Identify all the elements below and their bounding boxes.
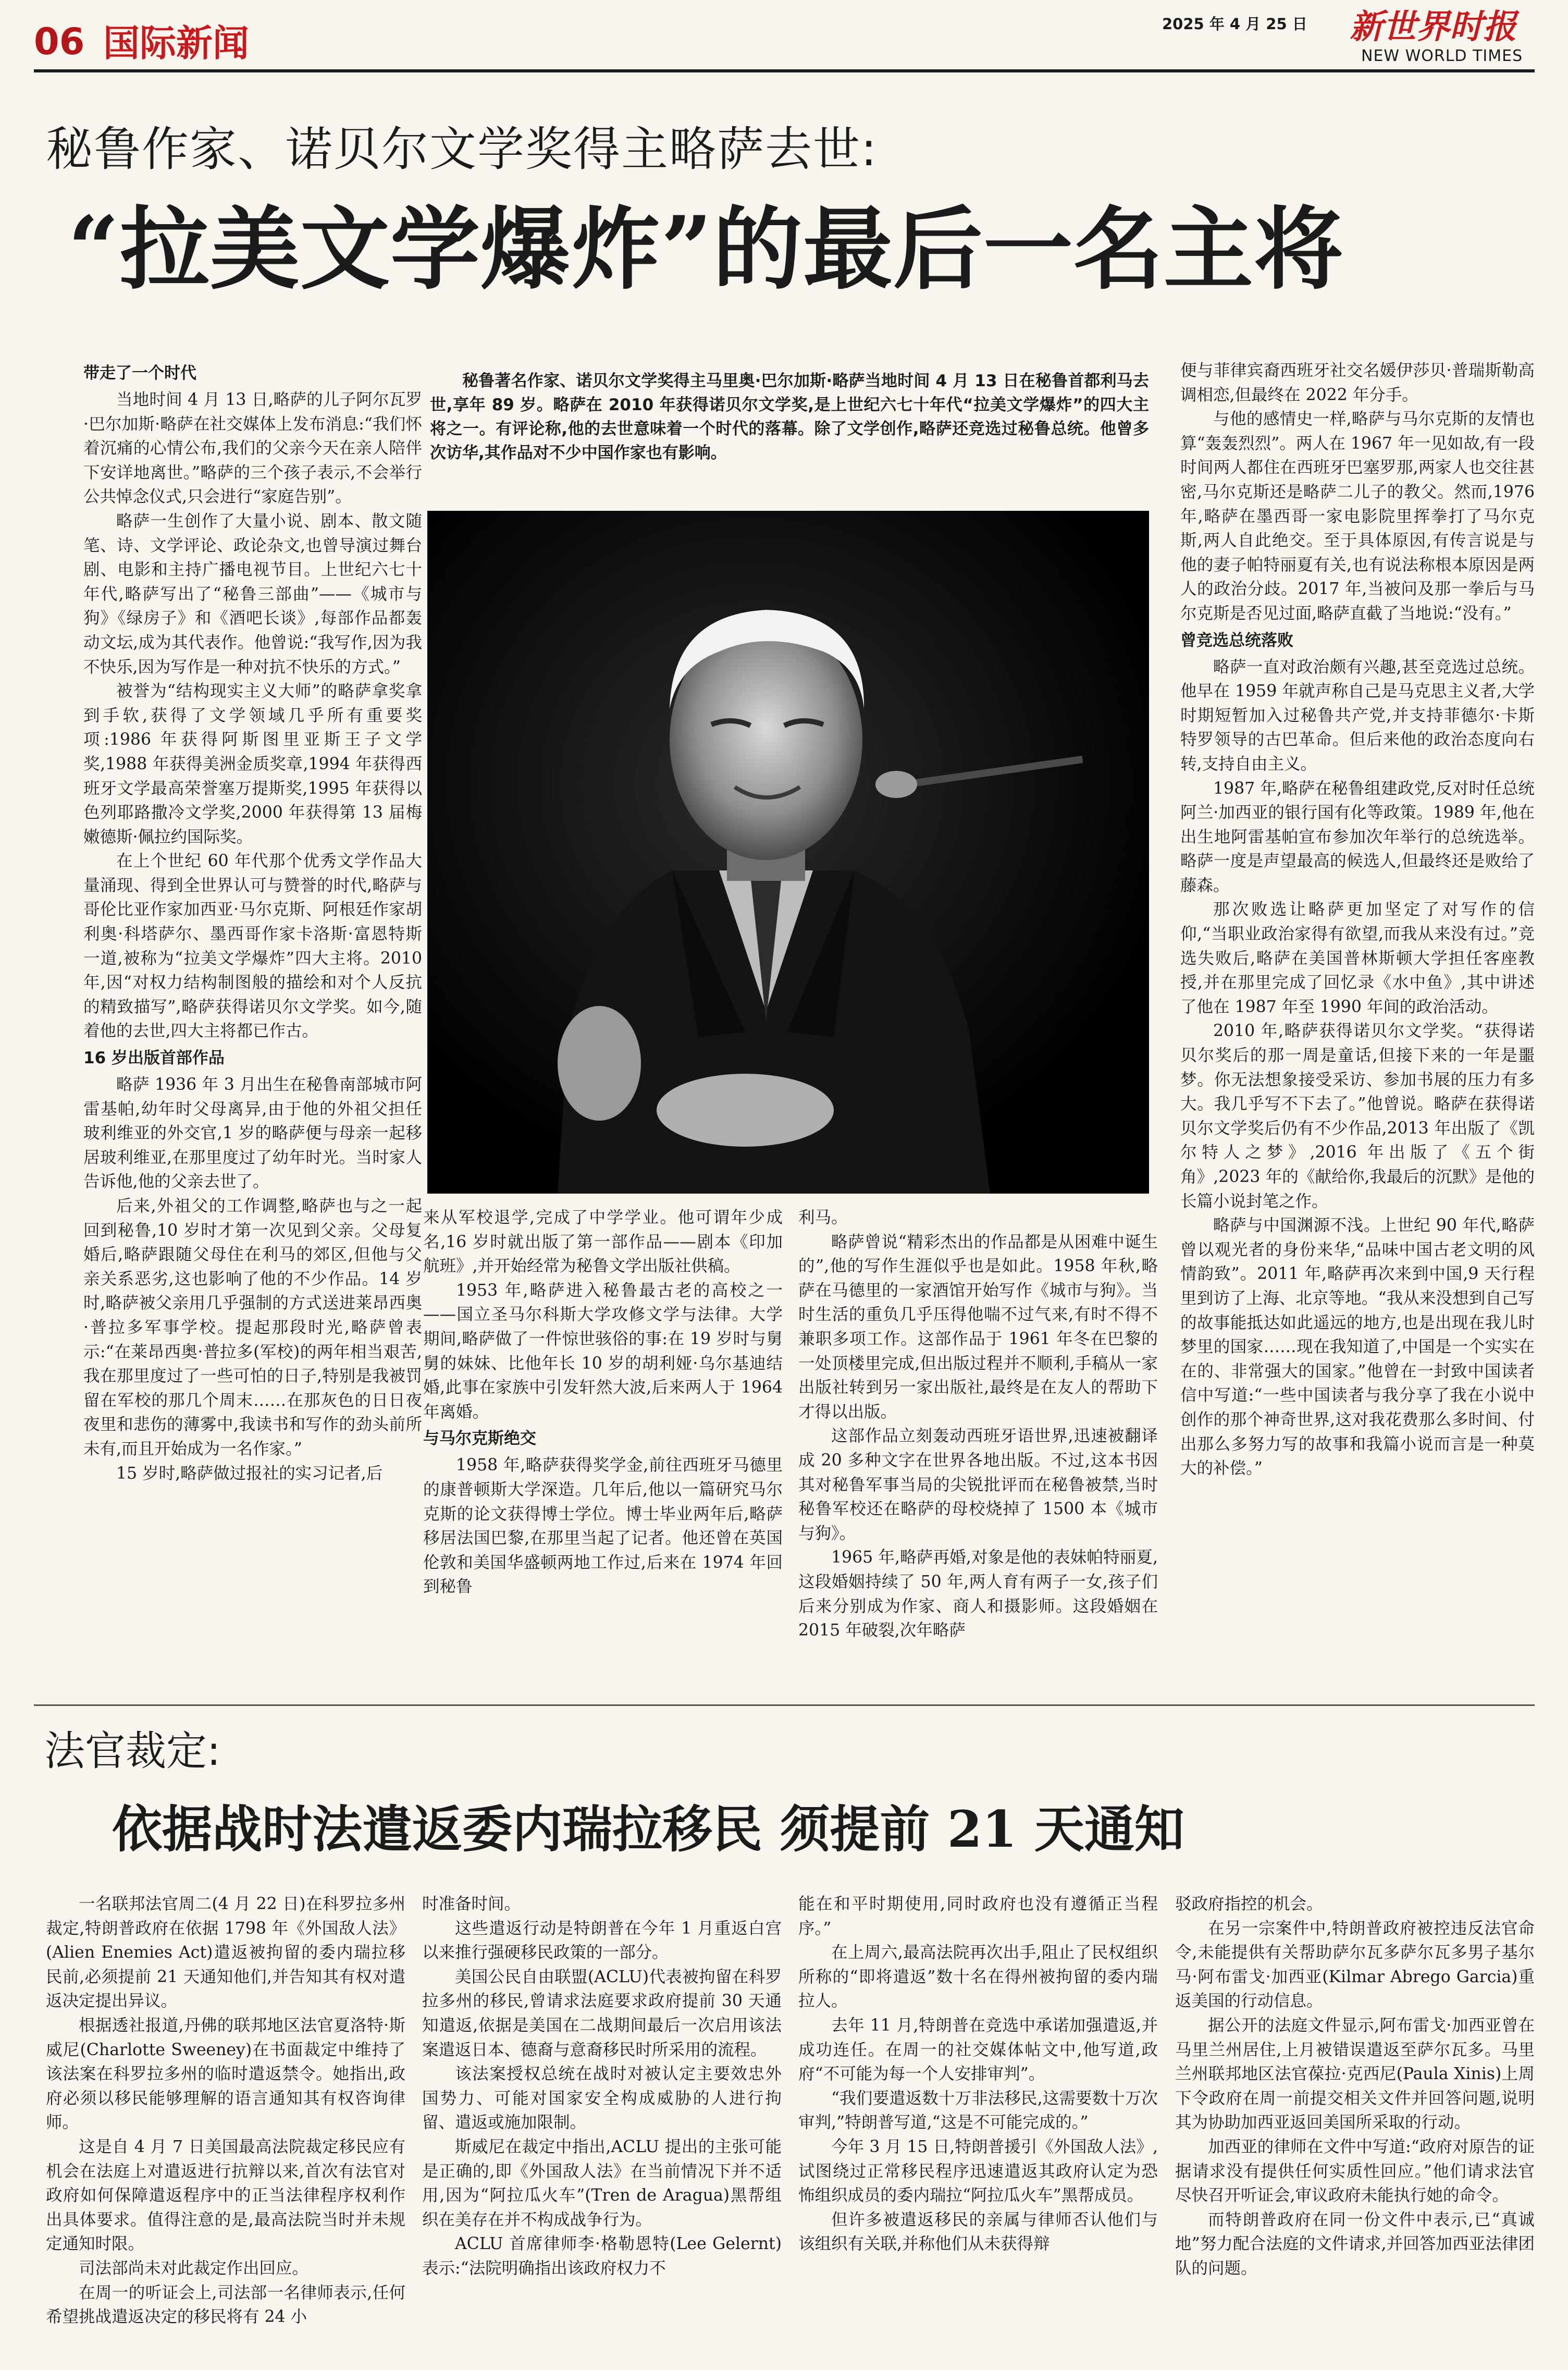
paragraph: 去年 11 月,特朗普在竞选中承诺加强遣返,并成功连任。在周一的社交媒体帖文中,他写道,政府“不可能为每一个人安排审判”。 xyxy=(798,2016,1158,2084)
paragraph: 能在和平时期使用,同时政府也没有遵循正当程序。” xyxy=(798,1895,1158,1938)
paragraph: 2010 年,略萨获得诺贝尔文学奖。“获得诺贝尔奖后的那一周是童话,但接下来的一年是噩梦。你无法想象接受采访、参加书展的压力有多大。我几乎写不下去了。”他曾说。略萨在获得诺贝尔文学奖后仍有不少作品,2013 年出版了《凯尔特人之梦》,2016 年出版了《五个街角》,2023 年的《献给你,我最后的沉默》是他的长篇小说封笔之作。 xyxy=(1180,1022,1535,1211)
paragraph: 当地时间 4 月 13 日,略萨的儿子阿尔瓦罗·巴尔加斯·略萨在社交媒体上发布消息:“我们怀着沉痛的心情公布,我们的父亲今天在亲人陪伴下安详地离世。”略萨的三个孩子表示,不会举行公共悼念仪式,只会进行“家庭告别”。 xyxy=(83,390,422,507)
paragraph: 该法案授权总统在战时对被认定主要效忠外国势力、可能对国家安全构成威胁的人进行拘留、遣返或施加限制。 xyxy=(422,2065,782,2132)
paragraph: 1965 年,略萨再婚,对象是他的表妹帕特丽夏,这段婚姻持续了 50 年,两人育有两子一女,孩子们后来分别成为作家、商人和摄影师。这段婚姻在 2015 年破裂,次年略萨 xyxy=(798,1548,1158,1640)
article1-lead xyxy=(430,369,1149,465)
subhead: 带走了一个时代 xyxy=(83,364,196,383)
article1-title: “拉美文学爆炸”的最后一名主将 xyxy=(68,196,1344,302)
article2-kicker: 法官裁定: xyxy=(44,1728,221,1775)
article2-column-4 xyxy=(1175,1892,1535,2281)
paragraph: 后来,外祖父的工作调整,略萨也与之一起回到秘鲁,10 岁时才第一次见到父亲。父母复婚后,略萨跟随父母住在利马的郊区,但他与父亲关系恶劣,这也影响了他的不少作品。14 岁时,略萨被父亲用几乎强制的方式送进莱昂西奥·普拉多军事学校。提起那段时光,略萨曾表示:“在莱昂西奥·普拉多(军校)的两年相当艰苦,我在那里度过了一些可怕的日子,特别是我被罚留在军校的那几个周末……在那灰色的日日夜夜里和悲伤的薄雾中,我读书和写作的劲头前所未有,而且开始成为一名作家。” xyxy=(83,1197,422,1458)
paragraph: 据公开的法庭文件显示,阿布雷戈·加西亚曾在马里兰州居住,上月被错误遣返至萨尔瓦多。马里兰州联邦地区法官葆拉·克西尼(Paula Xinis)上周下令政府在周一前提交相关文件并回答问题,说明其为协助加西亚返回美国所采取的行动。 xyxy=(1175,2016,1535,2132)
paragraph: 一名联邦法官周二(4 月 22 日)在科罗拉多州裁定,特朗普政府在依据 1798 年《外国敌人法》(Alien Enemies Act)遣返被拘留的委内瑞拉移民前,必须提前 21 天通知他们,并告知其有权对遣返决定提出异议。 xyxy=(46,1895,405,2011)
paragraph: 1953 年,略萨进入秘鲁最古老的高校之一——国立圣马尔科斯大学攻修文学与法律。大学期间,略萨做了一件惊世骇俗的事:在 19 岁时与舅舅的妹妹、比他年长 10 岁的胡利娅·乌尔基迪结婚,此事在家族中引发轩然大波,后来两人于 1964 年离婚。 xyxy=(423,1281,783,1421)
article1-column-4 xyxy=(1180,359,1535,1481)
paragraph: 略萨一生创作了大量小说、剧本、散文随笔、诗、文学评论、政论杂文,也曾导演过舞台剧、电影和主持广播电视节目。上世纪六七十年代,略萨写出了“秘鲁三部曲”——《城市与狗》《绿房子》和《酒吧长谈》,每部作品都轰动文坛,成为其代表作。他曾说:“我写作,因为我不快乐,因为写作是一种对抗不快乐的方式。” xyxy=(83,511,422,677)
paragraph: 这是自 4 月 7 日美国最高法院裁定移民应有机会在法庭上对遣返进行抗辩以来,首次有法官对政府如何保障遣返程序中的正当法律程序权利作出具体要求。值得注意的是,最高法院当时并未规定通知时限。 xyxy=(46,2137,405,2254)
article2-column-2 xyxy=(422,1892,782,2281)
paragraph: 略萨曾说“精彩杰出的作品都是从困难中诞生的”,他的写作生涯似乎也是如此。1958 年秋,略萨在马德里的一家酒馆开始写作《城市与狗》。当时生活的重负几乎压得他喘不过气来,有时不得不兼职多项工作。这部作品于 1961 年冬在巴黎的一处顶楼里完成,但出版过程并不顺利,手稿从一家出版社转到另一家出版社,最终是在友人的帮助下才得以出版。 xyxy=(798,1232,1158,1421)
paragraph: 这部作品立刻轰动西班牙语世界,迅速被翻译成 20 多种文字在世界各地出版。不过,这本书因其对秘鲁军事当局的尖锐批评而在秘鲁被禁,当时秘鲁军校还在略萨的母校烧掉了 1500 本《城市与狗》。 xyxy=(798,1427,1158,1543)
paragraph: 略萨与中国渊源不浅。上世纪 90 年代,略萨曾以观光者的身份来华,“品味中国古老文明的风情韵致”。2011 年,略萨再次来到中国,9 天行程里到访了上海、北京等地。“我从来没想到自己写的故事能抵达如此遥远的地方,也是出现在我儿时梦里的国家……现在我知道了,中国是一个实实在在的、非常强大的国家。”他曾在一封致中国读者信中写道:“一些中国读者与我分享了我在小说中创作的那个神奇世界,这对我花费那么多时间、付出那么多努力写的故事和我篇小说而言是一种莫大的补偿。” xyxy=(1180,1216,1535,1478)
paragraph: 来从军校退学,完成了中学学业。他可谓年少成名,16 岁时就出版了第一部作品——剧本《印加航班》,并开始经常为秘鲁文学出版社供稿。 xyxy=(423,1208,783,1276)
paragraph: 今年 3 月 15 日,特朗普援引《外国敌人法》,试图绕过正常移民程序迅速遣返其政府认定为恐怖组织成员的委内瑞拉“阿拉瓜火车”黑帮成员。 xyxy=(798,2137,1158,2205)
paragraph: 在周一的听证会上,司法部一名律师表示,任何希望挑战遣返决定的移民将有 24 小 xyxy=(46,2283,405,2327)
subhead: 与马尔克斯绝交 xyxy=(423,1429,536,1448)
paragraph: 但许多被遣返移民的亲属与律师否认他们与该组织有关联,并称他们从未获得辩 xyxy=(798,2210,1158,2254)
section-title: 国际新闻 xyxy=(103,22,249,65)
article2-title: 依据战时法遣返委内瑞拉移民 须提前 21 天通知 xyxy=(112,1800,1184,1859)
paragraph: 略萨一直对政治颇有兴趣,甚至竞选过总统。他早在 1959 年就声称自己是马克思主义者,大学时期短暂加入过秘鲁共产党,并支持菲德尔·卡斯特罗领导的古巴革命。但后来他的政治态度向右转,支持自由主义。 xyxy=(1180,657,1535,773)
paragraph: 15 岁时,略萨做过报社的实习记者,后 xyxy=(116,1464,383,1483)
paragraph: 驳政府指控的机会。 xyxy=(1175,1895,1323,1913)
lead-paragraph: 秘鲁著名作家、诺贝尔文学奖得主马里奥·巴尔加斯·略萨当地时间 4 月 13 日在秘鲁首都利马去世,享年 89 岁。略萨在 2010 年获得诺贝尔文学奖,是上世纪六七十年代“拉美文学爆炸”的四大主将之一。有评论称,他的去世意味着一个时代的落幕。除了文学创作,略萨还竞选过秘鲁总统。他曾多次访华,其作品对不少中国作家也有影响。 xyxy=(430,372,1149,462)
paragraph: 1987 年,略萨在秘鲁组建政党,反对时任总统阿兰·加西亚的银行国有化等政策。1989 年,他在出生地阿雷基帕宣布参加次年举行的总统选举。略萨一度是声望最高的候选人,但最终还是败给了藤森。 xyxy=(1180,779,1535,895)
paragraph: 这些遣返行动是特朗普在今年 1 月重返白宫以来推行强硬移民政策的一部分。 xyxy=(422,1919,782,1962)
paragraph: 1958 年,略萨获得奖学金,前往西班牙马德里的康普顿斯大学深造。几年后,他以一篇研究马尔克斯的论文获得博士学位。博士毕业两年后,略萨移居法国巴黎,在那里当起了记者。他还曾在英国伦敦和美国华盛顿两地工作过,后来在 1974 年回到秘鲁 xyxy=(423,1456,783,1597)
article1-column-2 xyxy=(423,1206,783,1599)
subhead: 曾竞选总统落败 xyxy=(1180,631,1293,650)
subhead: 16 岁出版首部作品 xyxy=(83,1049,225,1068)
paper-logo: 新世界时报 xyxy=(1350,7,1516,46)
paragraph: 斯威尼在裁定中指出,ACLU 提出的主张可能是正确的,即《外国敌人法》在当前情况下并不适用,因为“阿拉瓜火车”(Tren de Aragua)黑帮组织在美存在并不构成战争行为。 xyxy=(422,2137,782,2229)
paragraph: 在另一宗案件中,特朗普政府被控违反法官命令,未能提供有关帮助萨尔瓦多萨尔瓦多男子基尔马·阿布雷戈·加西亚(Kilmar Abrego Garcia)重返美国的行动信息。 xyxy=(1175,1919,1535,2011)
article2-column-3 xyxy=(798,1892,1158,2256)
article2-column-1 xyxy=(46,1892,405,2329)
paragraph: 加西亚的律师在文件中写道:“政府对原告的证据请求没有提供任何实质性回应。”他们请求法官尽快召开听证会,审议政府未能执行她的命令。 xyxy=(1175,2137,1535,2205)
paragraph: 与他的感情史一样,略萨与马尔克斯的友情也算“轰轰烈烈”。两人在 1967 年一见如故,有一段时间两人都住在西班牙巴塞罗那,两家人也交往甚密,马尔克斯还是略萨二儿子的教父。然而,1976 年,略萨在墨西哥一家电影院里挥拳打了马尔克斯,两人自此绝交。至于具体原因,有传言说是与他的妻子帕特丽夏有关,也有说法称根本原因是两人的政治分歧。2017 年,当被问及那一拳后与马尔克斯是否见过面,略萨直截了当地说:“没有。” xyxy=(1180,410,1535,623)
portrait-photo xyxy=(427,511,1149,1194)
paragraph: 时准备时间。 xyxy=(422,1895,521,1913)
paragraph: 根据透社报道,丹佛的联邦地区法官夏洛特·斯威尼(Charlotte Sweeney)在书面裁定中维持了该法案在科罗拉多州的临时遣返禁令。她指出,政府必须以移民能够理解的语言通知其有权咨询律师。 xyxy=(46,2016,405,2132)
article1-column-1 xyxy=(83,359,422,1485)
paragraph: 那次败选让略萨更加坚定了对写作的信仰,“当职业政治家得有欲望,而我从来没有过。”竞选失败后,略萨在美国普林斯顿大学担任客座教授,并在那里完成了回忆录《水中鱼》,其中讲述了他在 1987 年至 1990 年间的政治活动。 xyxy=(1180,900,1535,1016)
paragraph: 在上个世纪 60 年代那个优秀文学作品大量涌现、得到全世界认可与赞誉的时代,略萨与哥伦比亚作家加西亚·马尔克斯、阿根廷作家胡利奥·科塔萨尔、墨西哥作家卡洛斯·富恩特斯一道,被称为“拉美文学爆炸”四大主将。2010 年,因“对权力结构制图般的描绘和对个人反抗的精致描写”,略萨获得诺贝尔文学奖。如今,随着他的去世,四大主将都已作古。 xyxy=(83,852,422,1041)
article1-column-3 xyxy=(798,1206,1158,1643)
paragraph: “我们要遣返数十万非法移民,这需要数十万次审判,”特朗普写道,“这是不可能完成的。” xyxy=(798,2089,1158,2132)
section-divider xyxy=(34,1704,1535,1706)
page-number: 06 xyxy=(34,20,85,63)
paragraph: 利马。 xyxy=(798,1208,848,1227)
paragraph: 便与菲律宾裔西班牙社交名媛伊莎贝·普瑞斯勒高调相恋,但最终在 2022 年分手。 xyxy=(1180,361,1535,404)
paper-logo-en: NEW WORLD TIMES xyxy=(1361,47,1523,65)
article1-kicker: 秘鲁作家、诺贝尔文学奖得主略萨去世: xyxy=(46,122,878,177)
header-rule xyxy=(34,69,1535,72)
paragraph: 在上周六,最高法院再次出手,阻止了民权组织所称的“即将遣返”数十名在得州被拘留的委内瑞拉人。 xyxy=(798,1943,1158,2011)
paragraph: 司法部尚未对此裁定作出回应。 xyxy=(79,2258,309,2278)
paragraph: 被誉为“结构现实主义大师”的略萨拿奖拿到手软,获得了文学领域几乎所有重要奖项:1986 年获得阿斯图里亚斯王子文学奖,1988 年获得美洲金质奖章,1994 年获得西班牙文学最高荣誉塞万提斯奖,1995 年获得以色列耶路撒冷文学奖,2000 年获得第 13 届梅嫩德斯·佩拉约国际奖。 xyxy=(83,682,422,846)
paragraph: 美国公民自由联盟(ACLU)代表被拘留在科罗拉多州的移民,曾请求法庭要求政府提前 30 天通知遣返,依据是美国在二战期间最后一次启用该法案遣返日本、德裔与意裔移民时所采用的流程。 xyxy=(422,1967,782,2059)
paragraph: 略萨 1936 年 3 月出生在秘鲁南部城市阿雷基帕,幼年时父母离异,由于他的外祖父担任玻利维亚的外交官,1 岁的略萨便与母亲一起移居玻利维亚,在那里度过了幼年时光。当时家人告诉他,他的父亲去世了。 xyxy=(83,1075,422,1192)
paragraph: 而特朗普政府在同一份文件中表示,已“真诚地”努力配合法庭的文件请求,并回答加西亚法律团队的问题。 xyxy=(1175,2210,1535,2278)
issue-date: 2025 年 4 月 25 日 xyxy=(1162,15,1307,33)
paragraph: ACLU 首席律师李·格勒恩特(Lee Gelernt)表示:“法院明确指出该政府权力不 xyxy=(422,2234,782,2278)
